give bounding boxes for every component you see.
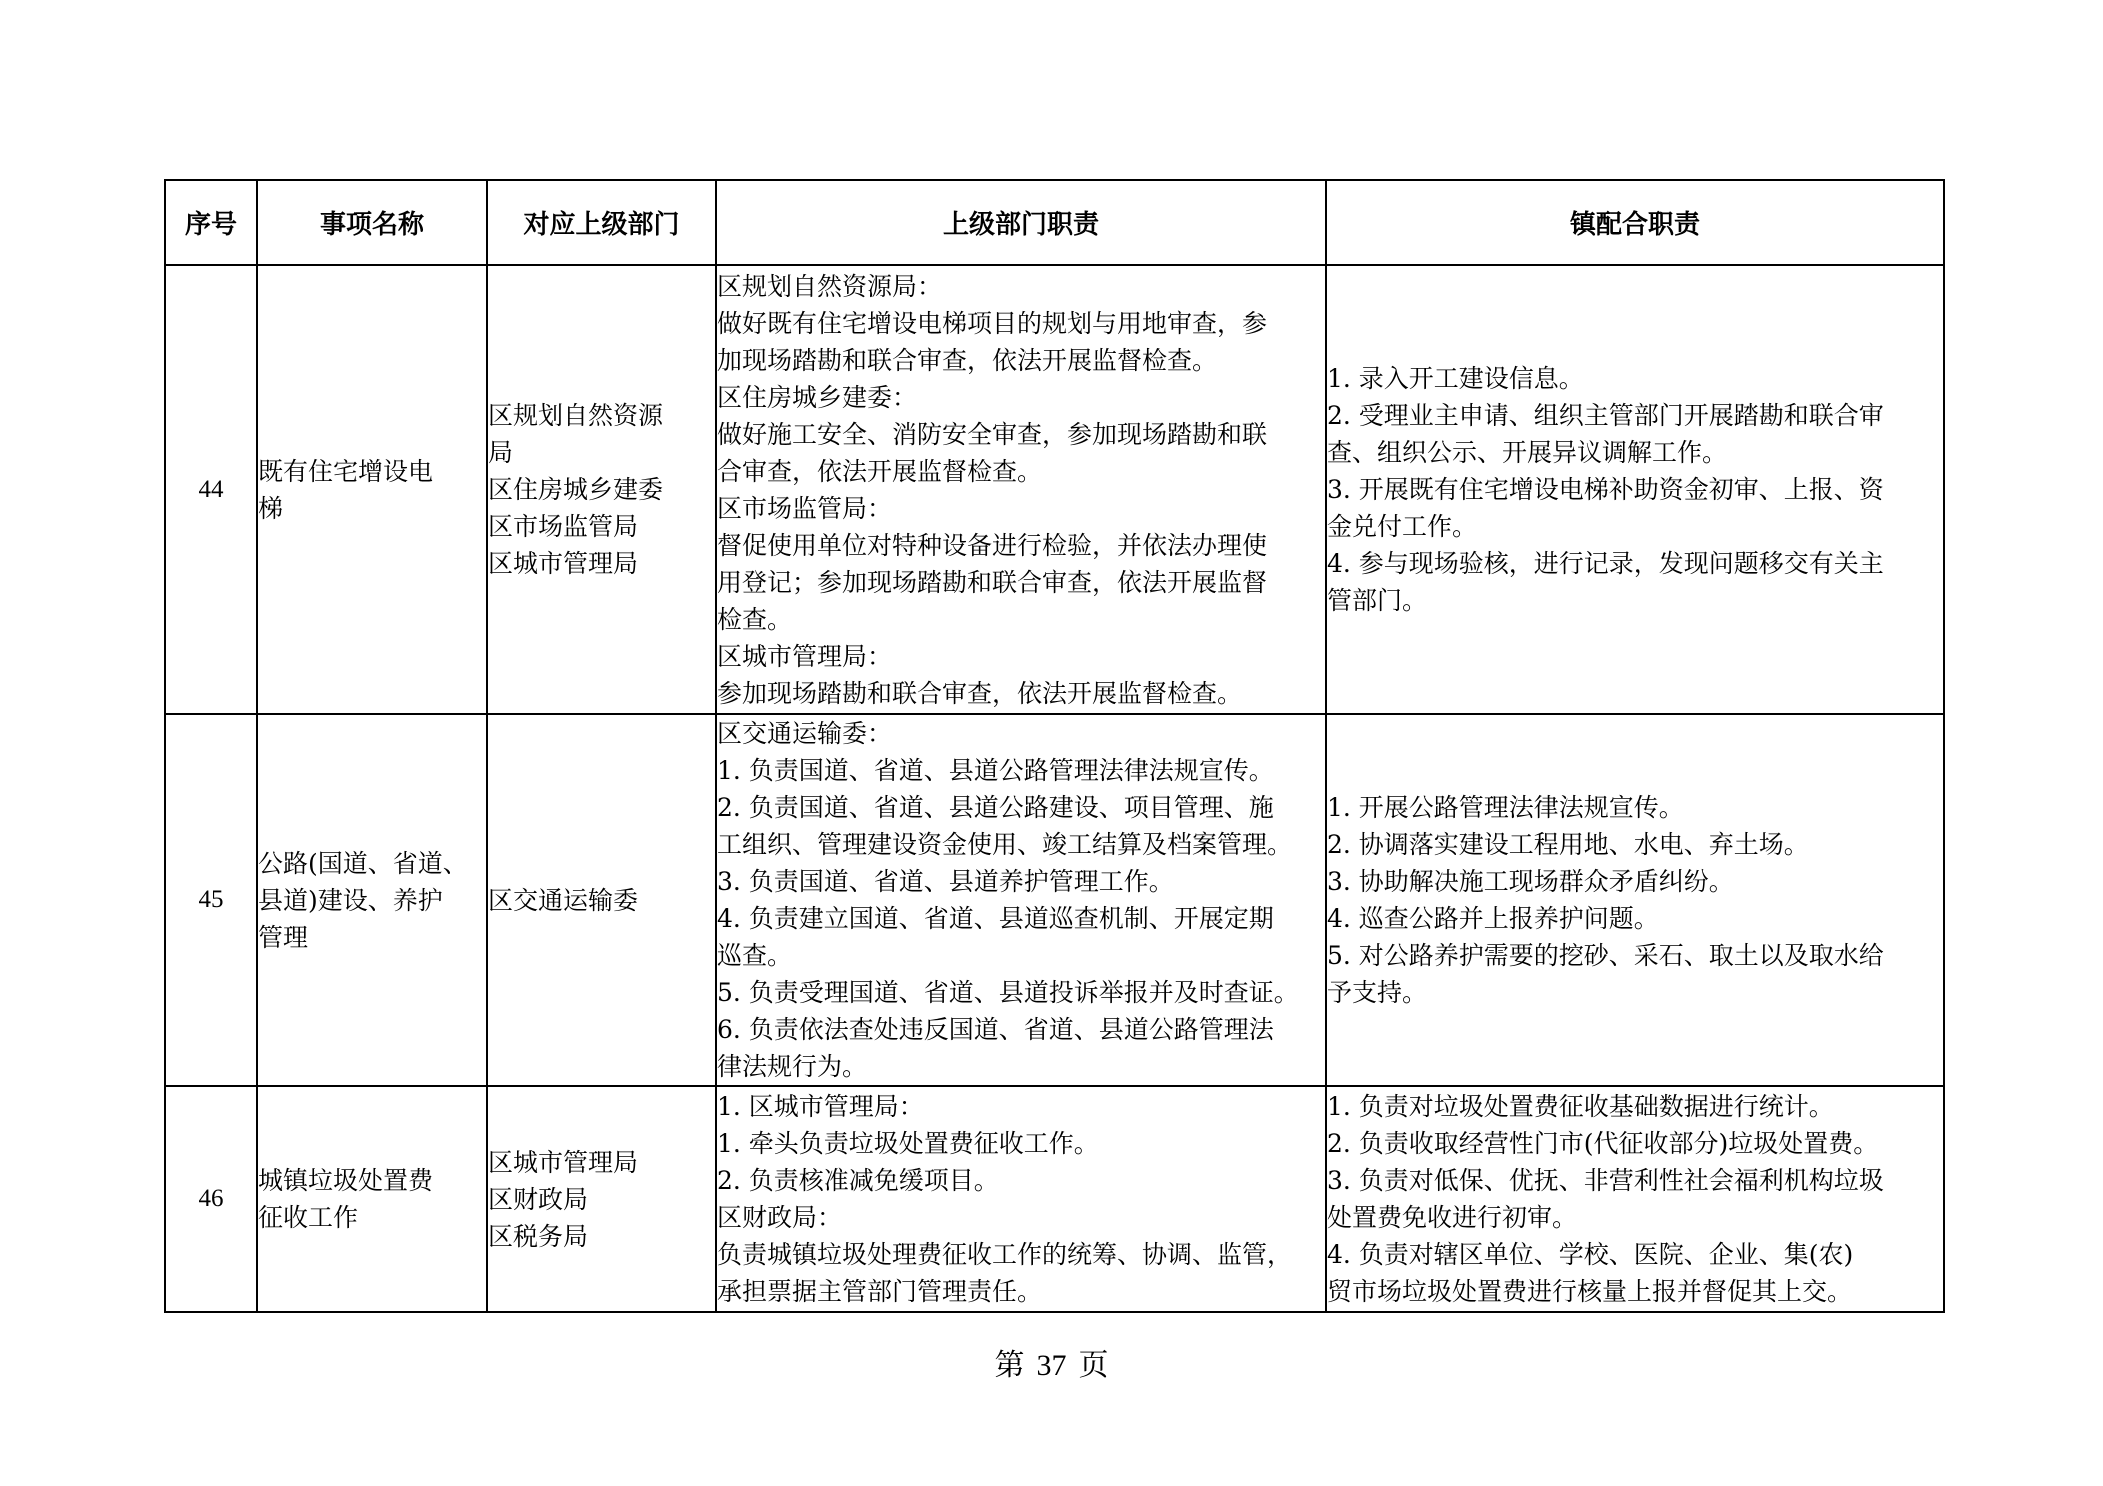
upper-duty-line: 区财政局：	[717, 1203, 843, 1232]
upper-duty-line: 巡查。	[717, 941, 793, 970]
upper-duty-line: 律法规行为。	[717, 1052, 868, 1081]
town-duty-line: 2. 负责收取经营性门市(代征收部分)垃圾处置费。	[1327, 1129, 1879, 1158]
town-duty-line: 贸市场垃圾处置费进行核量上报并督促其上交。	[1327, 1277, 1853, 1306]
upper-duties-cell	[716, 265, 1326, 714]
department-line: 区税务局	[488, 1221, 589, 1251]
department-line: 区规划自然资源	[488, 401, 664, 430]
item-name-cell	[257, 265, 487, 714]
item-name-cell	[257, 714, 487, 1086]
upper-duty-line: 区城市管理局：	[717, 641, 893, 671]
upper-department-cell	[487, 1086, 716, 1312]
serial-number-cell: 46	[165, 1086, 257, 1312]
department-line: 区城市管理局	[488, 1147, 639, 1177]
upper-duty-line: 4. 负责建立国道、省道、县道巡查机制、开展定期	[717, 904, 1274, 933]
upper-duty-line: 负责城镇垃圾处理费征收工作的统筹、协调、监管，	[717, 1240, 1293, 1269]
town-duty-line: 4. 负责对辖区单位、学校、医院、企业、集(农)	[1327, 1240, 1854, 1269]
upper-duty-line: 区规划自然资源局：	[717, 271, 943, 301]
upper-duty-line: 用登记；参加现场踏勘和联合审查，依法开展监督	[717, 567, 1268, 597]
upper-duty-line: 加现场踏勘和联合审查，依法开展监督检查。	[717, 345, 1218, 375]
header-serial: 序号	[165, 180, 257, 265]
serial-number-cell: 45	[165, 714, 257, 1086]
town-duties-cell	[1326, 1086, 1944, 1312]
item-name-line: 征收工作	[258, 1203, 359, 1232]
town-duty-line: 3. 负责对低保、优抚、非营利性社会福利机构垃圾	[1327, 1166, 1884, 1195]
town-duty-line: 3. 开展既有住宅增设电梯补助资金初审、上报、资	[1327, 475, 1884, 504]
town-duty-line: 4. 参与现场验核，进行记录，发现问题移交有关主	[1327, 549, 1884, 578]
item-name-line: 公路(国道、省道、	[258, 848, 468, 878]
upper-duty-line: 6. 负责依法查处违反国道、省道、县道公路管理法	[717, 1015, 1274, 1044]
upper-duty-line: 督促使用单位对特种设备进行检验，并依法办理使	[717, 530, 1268, 560]
town-duties-cell	[1326, 714, 1944, 1086]
serial-number-cell: 44	[165, 265, 257, 714]
upper-duty-line: 检查。	[717, 604, 793, 634]
upper-duty-line: 2. 负责核准减免缓项目。	[717, 1166, 999, 1195]
upper-duty-line: 承担票据主管部门管理责任。	[717, 1277, 1043, 1306]
item-name-line: 梯	[258, 493, 284, 523]
item-name-line: 城镇垃圾处置费	[258, 1166, 434, 1195]
page-number	[0, 1340, 2103, 1384]
table-row	[165, 265, 1944, 714]
town-duty-line: 5. 对公路养护需要的挖砂、采石、取土以及取水给	[1327, 941, 1884, 970]
upper-duty-line: 1. 牵头负责垃圾处置费征收工作。	[717, 1129, 1099, 1158]
table-row	[165, 714, 1944, 1086]
department-line: 区住房城乡建委	[488, 475, 664, 504]
town-duty-line: 1. 开展公路管理法律法规宣传。	[1327, 793, 1684, 822]
upper-duty-line: 区住房城乡建委：	[717, 382, 918, 412]
town-duty-line: 予支持。	[1327, 978, 1428, 1007]
upper-duty-line: 工组织、管理建设资金使用、竣工结算及档案管理。	[717, 830, 1293, 859]
table-body	[165, 265, 1944, 1312]
header-item-name: 事项名称	[257, 180, 487, 265]
upper-duty-line: 区市场监管局：	[717, 493, 893, 523]
duty-table	[164, 179, 1945, 1313]
town-duty-line: 1. 负责对垃圾处置费征收基础数据进行统计。	[1327, 1092, 1834, 1121]
item-name-line: 既有住宅增设电	[258, 456, 434, 486]
page-number-suffix: 页	[1078, 1349, 1109, 1382]
upper-duty-line: 2. 负责国道、省道、县道公路建设、项目管理、施	[717, 793, 1274, 822]
department-line: 区市场监管局	[488, 512, 639, 541]
town-duty-line: 金兑付工作。	[1327, 512, 1478, 541]
town-duty-line: 1. 录入开工建设信息。	[1327, 364, 1584, 393]
upper-duty-line: 5. 负责受理国道、省道、县道投诉举报并及时查证。	[717, 978, 1299, 1007]
town-duty-line: 查、组织公示、开展异议调解工作。	[1327, 438, 1728, 467]
town-duty-line: 管部门。	[1327, 586, 1428, 615]
upper-department-cell	[487, 714, 716, 1086]
table-row	[165, 1086, 1944, 1312]
table-header-row	[165, 180, 1944, 265]
page-number-prefix: 第	[994, 1349, 1025, 1382]
upper-duty-line: 1. 负责国道、省道、县道公路管理法律法规宣传。	[717, 756, 1274, 785]
department-line: 区财政局	[488, 1184, 589, 1214]
upper-duty-line: 合审查，依法开展监督检查。	[717, 456, 1043, 486]
upper-duties-cell	[716, 1086, 1326, 1312]
upper-duty-line: 1. 区城市管理局：	[717, 1092, 924, 1121]
header-upper-duties: 上级部门职责	[716, 180, 1326, 265]
town-duties-cell	[1326, 265, 1944, 714]
item-name-line: 县道)建设、养护	[258, 885, 443, 915]
town-duty-line: 4. 巡查公路并上报养护问题。	[1327, 904, 1659, 933]
upper-duty-line: 区交通运输委：	[717, 719, 893, 748]
item-name-line: 管理	[258, 922, 309, 952]
town-duty-line: 处置费免收进行初审。	[1327, 1203, 1578, 1232]
town-duty-line: 2. 协调落实建设工程用地、水电、弃土场。	[1327, 830, 1809, 859]
upper-duty-line: 3. 负责国道、省道、县道养护管理工作。	[717, 867, 1174, 896]
upper-duty-line: 参加现场踏勘和联合审查，依法开展监督检查。	[717, 678, 1243, 708]
item-name-cell	[257, 1086, 487, 1312]
upper-duty-line: 做好施工安全、消防安全审查，参加现场踏勘和联	[717, 419, 1268, 449]
department-line: 区交通运输委	[488, 885, 639, 915]
town-duty-line: 2. 受理业主申请、组织主管部门开展踏勘和联合审	[1327, 401, 1884, 430]
department-line: 区城市管理局	[488, 549, 639, 578]
town-duty-line: 3. 协助解决施工现场群众矛盾纠纷。	[1327, 867, 1734, 896]
upper-duties-cell	[716, 714, 1326, 1086]
department-line: 局	[488, 438, 514, 467]
upper-duty-line: 做好既有住宅增设电梯项目的规划与用地审查，参	[717, 308, 1268, 338]
page-number-value: 37	[1036, 1349, 1067, 1382]
upper-department-cell	[487, 265, 716, 714]
header-town-duties: 镇配合职责	[1326, 180, 1944, 265]
header-upper-department: 对应上级部门	[487, 180, 716, 265]
